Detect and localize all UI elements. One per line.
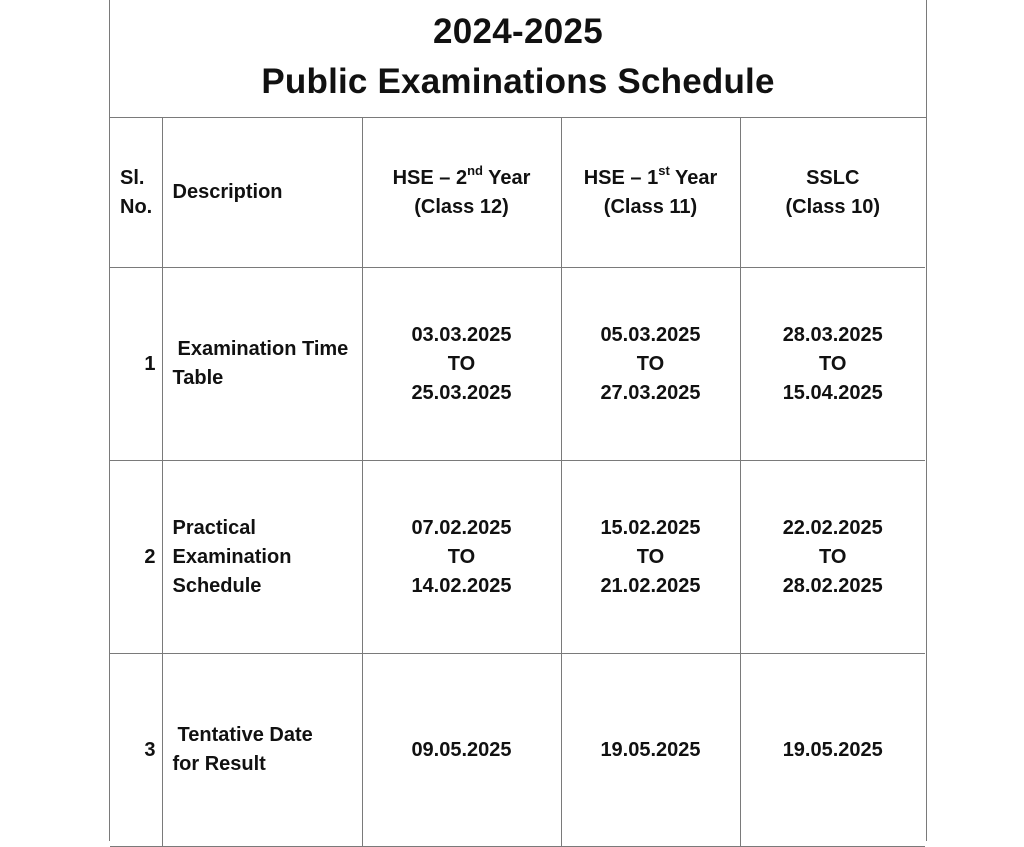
date-to: 21.02.2025 bbox=[600, 574, 701, 597]
row-description bbox=[162, 461, 362, 654]
table-row bbox=[110, 461, 925, 654]
header-class11-hse: HSE – 1 bbox=[583, 166, 659, 189]
schedule-table bbox=[110, 118, 925, 847]
date-from: 15.02.2025 bbox=[600, 516, 701, 539]
title-heading: Public Examinations Schedule bbox=[261, 62, 775, 101]
class11-dates bbox=[561, 268, 740, 461]
date-from: 05.03.2025 bbox=[600, 323, 701, 346]
header-sl-line1: Sl. bbox=[120, 166, 145, 189]
table-header-row bbox=[110, 118, 925, 268]
class11-result-date: 19.05.2025 bbox=[561, 654, 740, 847]
date-to: 14.02.2025 bbox=[411, 574, 512, 597]
header-class12-sup: nd bbox=[467, 162, 483, 178]
header-class10-sslc: SSLC bbox=[806, 166, 860, 189]
date-from: 03.03.2025 bbox=[411, 323, 512, 346]
date-from: 28.03.2025 bbox=[782, 323, 883, 346]
date-to-word: TO bbox=[819, 545, 847, 568]
header-class11-class: (Class 11) bbox=[603, 195, 698, 218]
header-class11 bbox=[561, 118, 740, 268]
class11-dates bbox=[561, 461, 740, 654]
title-year: 2024-2025 bbox=[432, 12, 604, 51]
desc-line: Schedule bbox=[172, 574, 262, 597]
header-class10 bbox=[740, 118, 925, 268]
header-class10-class: (Class 10) bbox=[785, 195, 880, 218]
row-sl-no: 2 bbox=[110, 461, 162, 654]
date-from: 07.02.2025 bbox=[411, 516, 512, 539]
desc-line: Tentative Date bbox=[177, 724, 313, 746]
title-block bbox=[110, 0, 926, 118]
class12-dates bbox=[362, 268, 561, 461]
header-sl-line2: No. bbox=[120, 195, 153, 218]
header-class11-sup: st bbox=[658, 162, 670, 178]
date-to: 15.04.2025 bbox=[782, 381, 883, 404]
class12-result-date: 09.05.2025 bbox=[362, 654, 561, 847]
class10-result-date: 19.05.2025 bbox=[740, 654, 925, 847]
desc-line: Examination Time bbox=[177, 338, 349, 360]
desc-line: Table bbox=[172, 367, 224, 389]
schedule-document bbox=[109, 0, 927, 841]
row-sl-no: 3 bbox=[110, 654, 162, 847]
date-from: 22.02.2025 bbox=[782, 516, 883, 539]
class10-dates bbox=[740, 268, 925, 461]
desc-line: Practical bbox=[172, 516, 256, 539]
desc-line: Examination bbox=[172, 545, 292, 568]
header-class12-year: Year bbox=[482, 166, 531, 189]
date-to-word: TO bbox=[636, 352, 665, 375]
header-class12 bbox=[362, 118, 561, 268]
date-to: 25.03.2025 bbox=[411, 381, 512, 404]
date-to: 28.02.2025 bbox=[782, 574, 883, 597]
date-to-word: TO bbox=[447, 352, 476, 375]
table-row bbox=[110, 268, 925, 461]
desc-line: for Result bbox=[172, 753, 266, 775]
class10-dates bbox=[740, 461, 925, 654]
header-class12-class: (Class 12) bbox=[414, 195, 509, 218]
date-to-word: TO bbox=[447, 545, 476, 568]
row-description bbox=[162, 654, 362, 847]
header-class11-year: Year bbox=[669, 166, 718, 189]
row-description bbox=[162, 268, 362, 461]
table-row bbox=[110, 654, 925, 847]
date-to-word: TO bbox=[819, 352, 847, 375]
row-sl-no: 1 bbox=[110, 268, 162, 461]
header-description: Description bbox=[162, 118, 362, 268]
date-to: 27.03.2025 bbox=[600, 381, 701, 404]
header-sl-no bbox=[110, 118, 162, 268]
class12-dates bbox=[362, 461, 561, 654]
header-class12-hse: HSE – 2 bbox=[392, 166, 468, 189]
date-to-word: TO bbox=[636, 545, 665, 568]
